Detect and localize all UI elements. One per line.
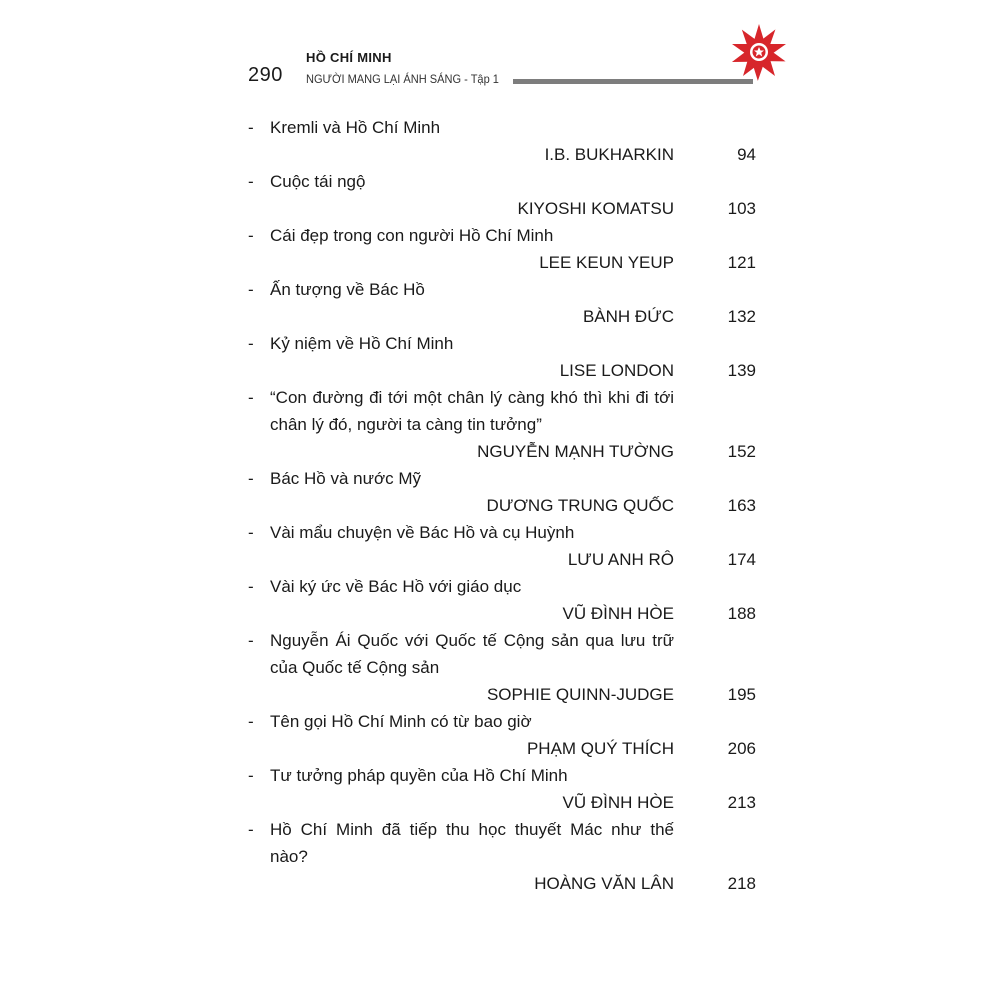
toc-author-line (248, 681, 756, 708)
toc-entry (248, 114, 756, 168)
list-dash: - (248, 388, 254, 407)
article-title: Kỷ niệm về Hồ Chí Minh (270, 334, 454, 353)
toc-author-line (248, 789, 756, 816)
list-dash: - (248, 172, 254, 191)
toc-entry (248, 573, 756, 627)
toc-title-line (248, 384, 756, 438)
page-ref: 132 (727, 307, 756, 326)
toc-author-line (248, 141, 756, 168)
toc-title-line (248, 465, 756, 492)
toc-author-line (248, 357, 756, 384)
article-title: Cái đẹp trong con người Hồ Chí Minh (270, 226, 554, 245)
toc-author-line (248, 546, 756, 573)
toc-title-line (248, 627, 756, 681)
toc-entry (248, 519, 756, 573)
page-ref: 218 (727, 874, 756, 893)
author-name: HOÀNG VĂN LÂN (534, 874, 674, 893)
article-title: Nguyễn Ái Quốc với Quốc tế Cộng sản qua lưu trữ của Quốc tế Cộng sản (270, 631, 674, 677)
author-name: DƯƠNG TRUNG QUỐC (486, 496, 674, 515)
article-title: Cuộc tái ngộ (270, 172, 366, 191)
toc-title-line (248, 519, 756, 546)
toc-title-line (248, 762, 756, 789)
article-title: Hồ Chí Minh đã tiếp thu học thuyết Mác như thế nào? (270, 820, 674, 866)
page-ref: 206 (727, 739, 756, 758)
toc-author-line (248, 303, 756, 330)
toc-title-line (248, 330, 756, 357)
toc-entry (248, 762, 756, 816)
author-name: LƯU ANH RÔ (567, 550, 674, 569)
list-dash: - (248, 280, 254, 299)
book-title: HỒ CHÍ MINH (306, 50, 392, 65)
toc-author-line (248, 195, 756, 222)
toc-author-line (248, 249, 756, 276)
page-ref: 139 (727, 361, 756, 380)
list-dash: - (248, 766, 254, 785)
article-title: Ấn tượng về Bác Hồ (270, 280, 425, 299)
red-star-emblem-icon (729, 22, 789, 82)
page-ref: 103 (727, 199, 756, 218)
list-dash: - (248, 631, 254, 650)
toc-entry (248, 384, 756, 465)
toc-entry (248, 330, 756, 384)
toc-entry (248, 168, 756, 222)
article-title: “Con đường đi tới một chân lý càng khó thì khi đi tới chân lý đó, người ta càng tin tưởng” (270, 388, 674, 434)
author-name: LISE LONDON (559, 361, 674, 380)
list-dash: - (248, 118, 254, 137)
page-ref: 152 (727, 442, 756, 461)
page-ref: 195 (727, 685, 756, 704)
toc-author-line (248, 492, 756, 519)
toc-title-line (248, 222, 756, 249)
list-dash: - (248, 712, 254, 731)
toc-entry (248, 222, 756, 276)
page-ref: 94 (737, 145, 756, 164)
list-dash: - (248, 469, 254, 488)
list-dash: - (248, 334, 254, 353)
page-ref: 121 (727, 253, 756, 272)
author-name: I.B. BUKHARKIN (544, 145, 674, 164)
toc-entry (248, 627, 756, 708)
author-name: SOPHIE QUINN-JUDGE (486, 685, 674, 704)
page-ref: 163 (727, 496, 756, 515)
header-rule (513, 79, 753, 84)
author-name: NGUYỄN MẠNH TƯỜNG (477, 442, 674, 461)
author-name: VŨ ĐÌNH HÒE (562, 604, 674, 623)
toc-author-line (248, 735, 756, 762)
toc-title-line (248, 114, 756, 141)
list-dash: - (248, 523, 254, 542)
article-title: Kremli và Hồ Chí Minh (270, 118, 441, 137)
list-dash: - (248, 820, 254, 839)
toc-author-line (248, 870, 756, 897)
toc-title-line (248, 573, 756, 600)
page-ref: 174 (727, 550, 756, 569)
article-title: Vài ký ức về Bác Hồ với giáo dục (270, 577, 522, 596)
article-title: Vài mẩu chuyện về Bác Hồ và cụ Huỳnh (270, 523, 575, 542)
toc-title-line (248, 168, 756, 195)
list-dash: - (248, 577, 254, 596)
article-title: Tư tưởng pháp quyền của Hồ Chí Minh (270, 766, 568, 785)
toc-title-line (248, 816, 756, 870)
table-of-contents (248, 114, 756, 897)
page-ref: 213 (727, 793, 756, 812)
toc-entry (248, 465, 756, 519)
author-name: VŨ ĐÌNH HÒE (562, 793, 674, 812)
toc-entry (248, 816, 756, 897)
article-title: Bác Hồ và nước Mỹ (270, 469, 422, 488)
list-dash: - (248, 226, 254, 245)
page-ref: 188 (727, 604, 756, 623)
toc-title-line (248, 708, 756, 735)
author-name: PHẠM QUÝ THÍCH (526, 739, 674, 758)
toc-author-line (248, 438, 756, 465)
author-name: KIYOSHI KOMATSU (517, 199, 674, 218)
article-title: Tên gọi Hồ Chí Minh có từ bao giờ (270, 712, 532, 731)
toc-author-line (248, 600, 756, 627)
book-subtitle: NGƯỜI MANG LẠI ÁNH SÁNG - Tập 1 (306, 72, 499, 86)
toc-entry (248, 276, 756, 330)
page-number: 290 (248, 64, 283, 86)
toc-entry (248, 708, 756, 762)
author-name: BÀNH ĐỨC (582, 307, 674, 326)
author-name: LEE KEUN YEUP (539, 253, 674, 272)
toc-title-line (248, 276, 756, 303)
